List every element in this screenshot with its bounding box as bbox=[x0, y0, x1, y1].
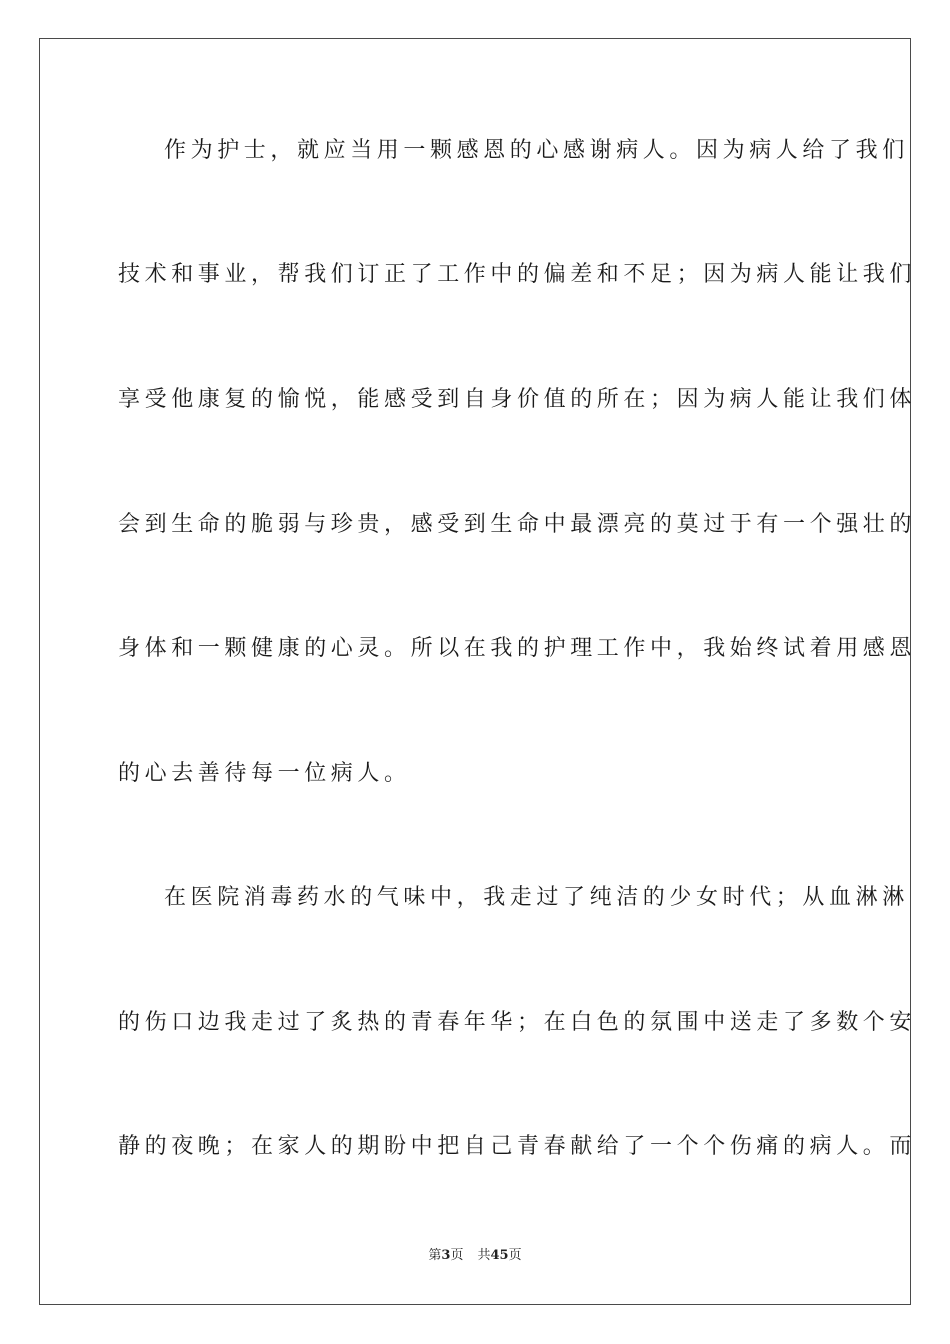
total-suffix: 页 bbox=[508, 1248, 522, 1263]
total-prefix: 共 bbox=[477, 1248, 491, 1263]
text-line: 在医院消毒药水的气味中，我走过了纯洁的少女时代；从血淋淋 bbox=[164, 885, 909, 910]
text-line: 身体和一颗健康的心灵。所以在我的护理工作中，我始终试着用感恩 bbox=[118, 636, 917, 661]
text-line: 享受他康复的愉悦，能感受到自身价值的所在；因为病人能让我们体 bbox=[118, 387, 917, 412]
text-line: 作为护士，就应当用一颗感恩的心感谢病人。因为病人给了我们 bbox=[164, 138, 909, 163]
page-number: 3 bbox=[441, 1248, 451, 1263]
text-line: 的伤口边我走过了炙热的青春年华；在白色的氛围中送走了多数个安 bbox=[118, 1010, 917, 1035]
page-suffix: 页 bbox=[450, 1248, 464, 1263]
text-line: 静的夜晚；在家人的期盼中把自己青春献给了一个个伤痛的病人。而 bbox=[118, 1134, 917, 1159]
page-indicator bbox=[428, 1248, 463, 1263]
total-pages: 45 bbox=[490, 1248, 509, 1263]
page-footer bbox=[0, 1248, 950, 1264]
text-line: 的心去善待每一位病人。 bbox=[118, 761, 411, 786]
text-line: 会到生命的脆弱与珍贵，感受到生命中最漂亮的莫过于有一个强壮的 bbox=[118, 512, 917, 537]
total-pages-indicator bbox=[477, 1248, 521, 1263]
page-border bbox=[39, 38, 911, 1305]
text-line: 技术和事业，帮我们订正了工作中的偏差和不足；因为病人能让我们 bbox=[118, 262, 917, 287]
page-prefix: 第 bbox=[428, 1248, 442, 1263]
